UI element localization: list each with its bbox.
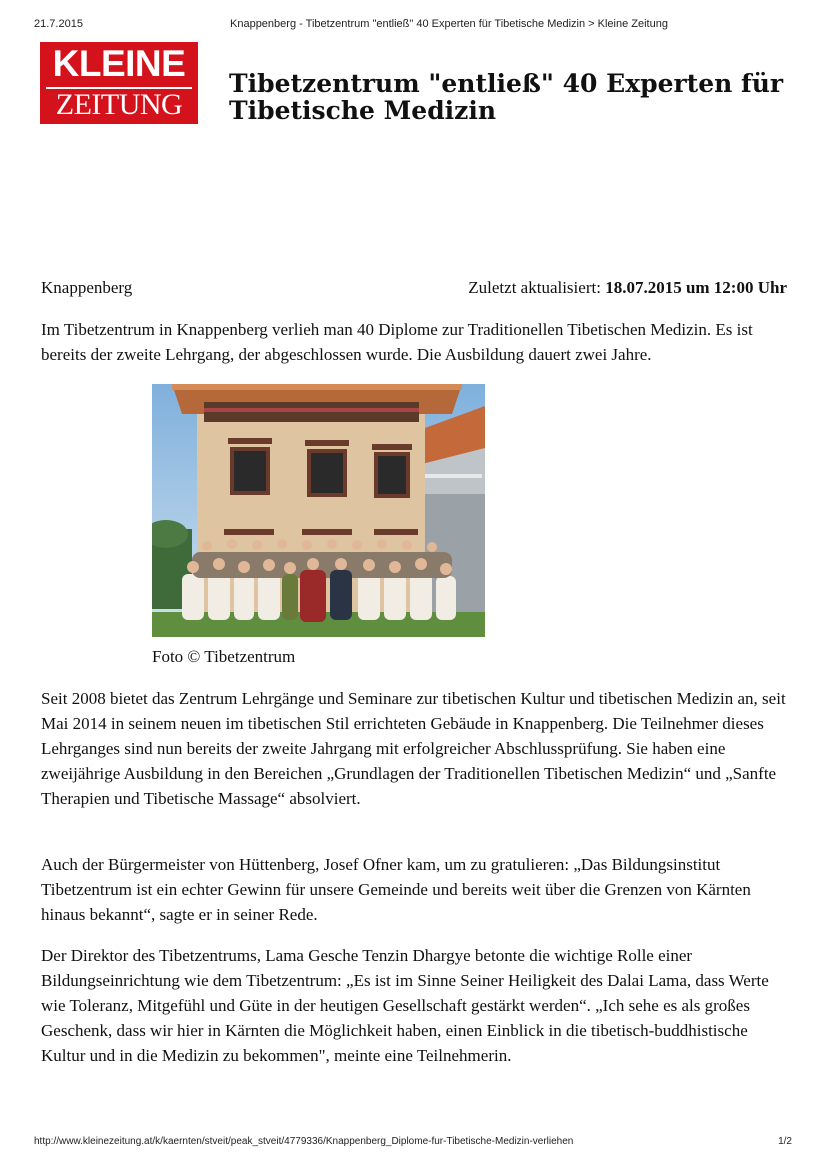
article-paragraph: Auch der Bürgermeister von Hüttenberg, Josef Ofner kam, um zu gratulieren: „Das Bildungsinstitut Tibetzentrum ist ein echter Gewinn für unsere Gemeinde und bereits weit über die Grenzen von Kärnten hinaus bekannt“, sagte er in seiner Rede. (41, 855, 751, 924)
article-updated (468, 278, 787, 298)
updated-label: Zuletzt aktualisiert: (468, 278, 601, 297)
photo-caption: Foto © Tibetzentrum (152, 647, 296, 666)
print-url[interactable]: http://www.kleinezeitung.at/k/kaernten/stveit/peak_stveit/4779336/Knappenberg_Diplome-fur-Tibetische-Medizin-verliehen (34, 1136, 574, 1147)
print-page-number: 1/2 (778, 1136, 792, 1147)
article-paragraph: Seit 2008 bietet das Zentrum Lehrgänge und Seminare zur tibetischen Kultur und tibetischen Medizin an, seit Mai 2014 in seinem neuen im tibetischen Stil errichteten Gebäude in Knappenberg. Die Teilnehmer dieses Lehrganges sind nun bereits der zweite Jahrgang mit erfolgreicher Abschlussprüfung. Sie haben eine zweijährige Ausbildung in den Bereichen „Grundlagen der Traditionellen Tibetischen Medizin“ und „Sanfte Therapien und Tibetische Massage“ absolviert. (41, 689, 786, 808)
article-location: Knappenberg (41, 278, 133, 297)
kleine-zeitung-logo[interactable] (40, 42, 198, 124)
group-photo-illustration (152, 384, 485, 637)
article-meta (41, 278, 787, 300)
logo-line-1: KLEINE (52, 43, 186, 84)
updated-value: 18.07.2015 um 12:00 Uhr (605, 278, 787, 297)
article-paragraph: Der Direktor des Tibetzentrums, Lama Gesche Tenzin Dhargye betonte die wichtige Rolle einer Bildungseinrichtung wie dem Tibetzentrum: „Es ist im Sinne Seiner Heiligkeit des Dalai Lama, dass Werte wie Toleranz, Mitgefühl und Güte in der heutigen Gesellschaft gestärkt werden“. „Ich sehe es als großes Geschenk, dass wir hier in Kärnten die Möglichkeit haben, einen Einblick in die tibetisch-buddhistische Kultur und in die Medizin zu bekommen", meinte eine Teilnehmerin. (41, 946, 769, 1065)
print-date: 21.7.2015 (34, 18, 83, 30)
logo-line-2: ZEITUNG (55, 88, 183, 121)
print-page-title: Knappenberg - Tibetzentrum "entließ" 40 Experten für Tibetische Medizin > Kleine Zeitung (230, 18, 668, 30)
article-lead: Im Tibetzentrum in Knappenberg verlieh man 40 Diplome zur Traditionellen Tibetischen Medizin. Es ist bereits der zweite Lehrgang, der abgeschlossen wurde. Die Ausbildung dauert zwei Jahre. (41, 320, 753, 364)
article-headline: Tibetzentrum "entließ" 40 Experten für Tibetische Medizin (229, 69, 784, 125)
article-photo (152, 384, 485, 637)
